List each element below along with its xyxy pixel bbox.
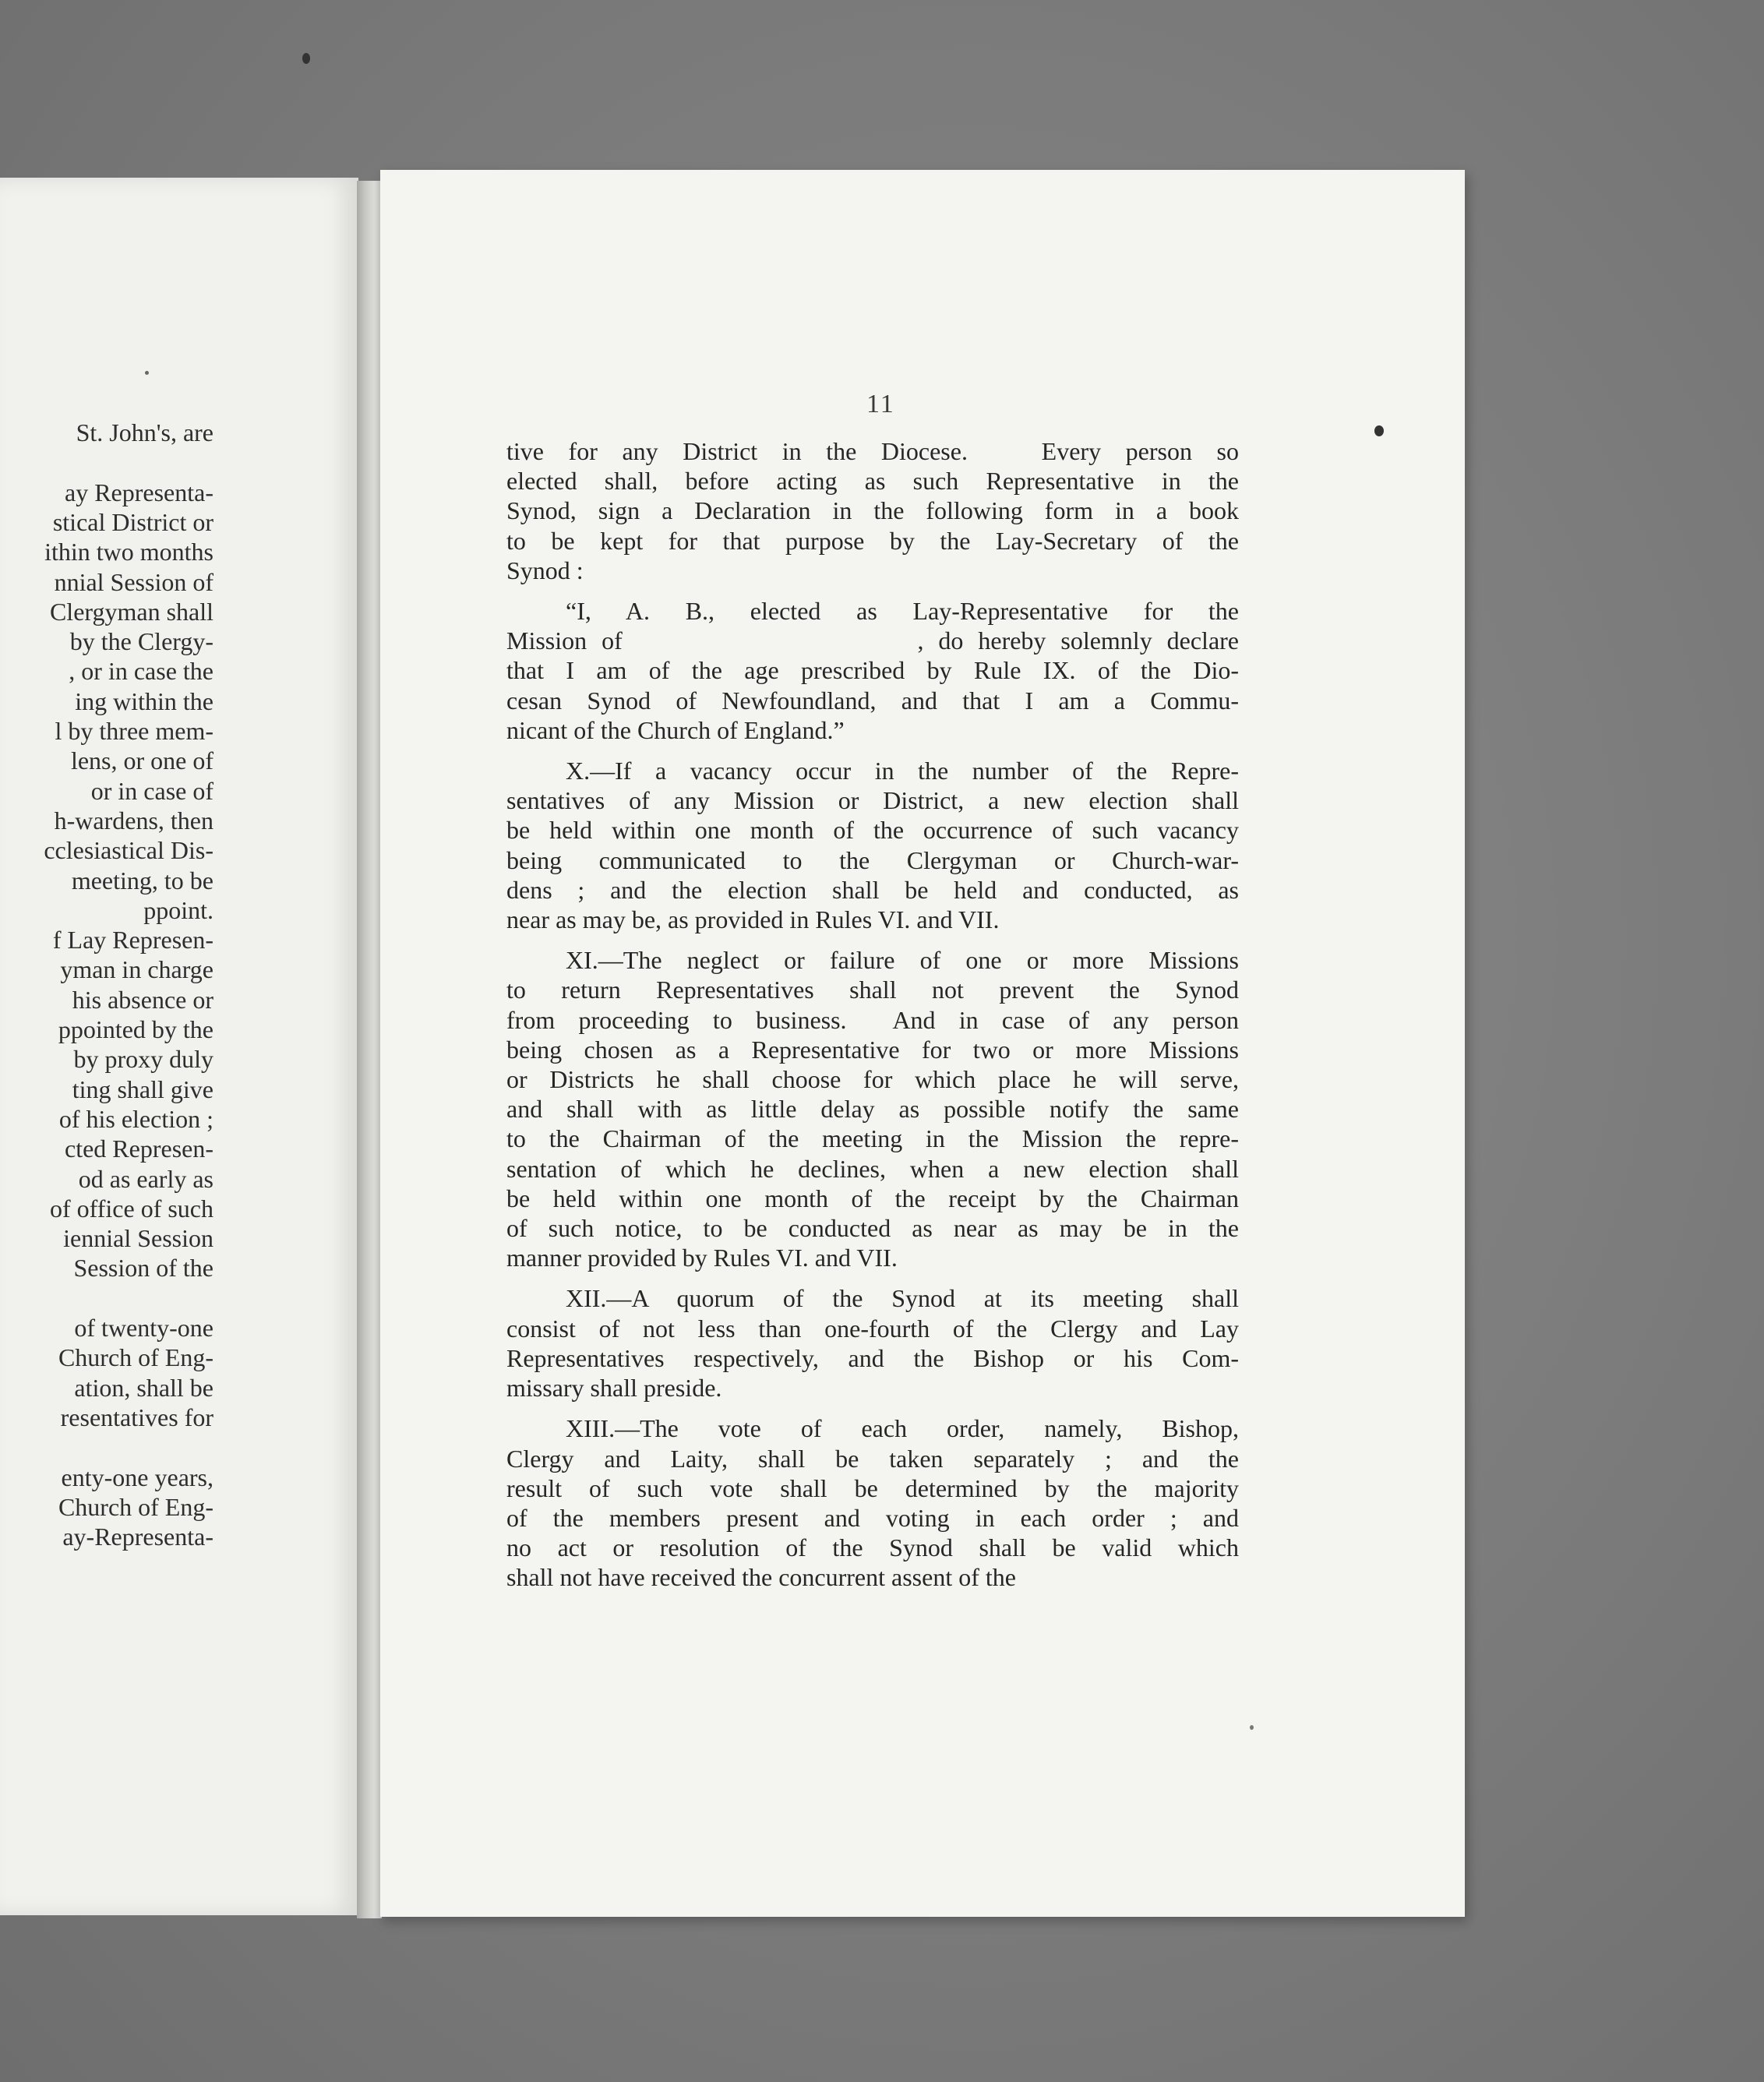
left-page-line: meeting, to be [71, 866, 213, 895]
left-page-line: ppointed by the [58, 1015, 213, 1043]
text-line: and shall with as little delay as possible notify the same [506, 1095, 1239, 1124]
text-line: or Districts he shall choose for which place he will serve, [506, 1065, 1239, 1094]
left-page-line: , or in case the [69, 657, 213, 686]
left-page-line: by the Clergy- [69, 627, 213, 656]
text-line: “I, A. B., elected as Lay-Representative for the [566, 597, 1239, 626]
left-page-line: h-wardens, then [54, 806, 213, 835]
text-line: of the members present and voting in each order ; and [506, 1503, 1239, 1532]
left-page-line: by proxy duly [73, 1045, 213, 1074]
left-page-line: ay-Representa- [62, 1523, 213, 1551]
left-page-line: ay Representa- [64, 478, 213, 506]
text-line: Synod, sign a Declaration in the following form in a book [506, 496, 1239, 525]
text-line: shall not have received the concurrent assent of the [506, 1563, 1016, 1592]
scan-speck [1374, 425, 1384, 436]
text-line: be held within one month of the receipt by the Chairman [506, 1184, 1239, 1212]
left-page-line: lens, or one of [70, 746, 213, 775]
text-line: XI.—The neglect or failure of one or more Missions [566, 946, 1239, 975]
left-page-line: cclesiastical Dis- [44, 836, 213, 865]
text-line: to the Chairman of the meeting in the Mission the repre- [506, 1124, 1239, 1153]
paragraph-p1 [506, 596, 1239, 745]
left-page-line: of office of such [50, 1194, 213, 1223]
text-line: missary shall preside. [506, 1374, 722, 1403]
text-line: tive for any District in the Diocese. Every person so [506, 437, 1239, 465]
text-line: elected shall, before acting as such Representative in the [506, 467, 1239, 496]
text-line: sentation of which he declines, when a new election shall [506, 1154, 1239, 1183]
left-page-line: enty-one years, [61, 1463, 213, 1491]
text-line: being chosen as a Representative for two or more Missions [506, 1035, 1239, 1064]
text-line: near as may be, as provided in Rules VI. and VII. [506, 905, 1000, 934]
text-line: Mission of , do hereby solemnly declare [506, 626, 1239, 655]
left-page-line: ation, shall be [74, 1373, 213, 1402]
left-page-line: Session of the [73, 1254, 213, 1283]
text-line: sentatives of any Mission or District, a new election shall [506, 786, 1239, 815]
text-line: of such notice, to be conducted as near as may be in the [506, 1214, 1239, 1243]
left-page-line: Clergyman shall [49, 597, 213, 626]
left-page-line: cted Represen- [64, 1135, 213, 1163]
left-page-line: f Lay Represen- [52, 926, 213, 955]
left-page-line: od as early as [78, 1164, 213, 1193]
paragraph-p0 [506, 436, 1239, 585]
page-number: 11 [866, 390, 895, 418]
scan-speck [302, 53, 310, 64]
left-page-line: Church of Eng- [58, 1492, 213, 1521]
left-page-line: l by three mem- [55, 717, 213, 745]
left-page-line: stical District or [52, 507, 213, 536]
text-line: result of such vote shall be determined by the majority [506, 1473, 1239, 1502]
left-page-line: ithin two months [44, 538, 213, 566]
text-line: to be kept for that purpose by the Lay-Secretary of the [506, 526, 1239, 555]
text-line: no act or resolution of the Synod shall be valid which [506, 1533, 1239, 1562]
page-gutter [357, 181, 382, 1918]
left-page-line: St. John's, are [76, 418, 213, 446]
text-line: Synod : [506, 556, 584, 584]
left-page-line: ting shall give [72, 1075, 213, 1103]
text-line: cesan Synod of Newfoundland, and that I am a Commu- [506, 686, 1239, 715]
paragraph-p5 [506, 1413, 1239, 1592]
text-line: be held within one month of the occurrence of such vacancy [506, 816, 1239, 845]
text-line: XII.—A quorum of the Synod at its meeting shall [566, 1284, 1239, 1313]
text-line: being communicated to the Clergyman or Church-war- [506, 845, 1239, 874]
text-line: XIII.—The vote of each order, namely, Bishop, [566, 1414, 1239, 1443]
left-page [0, 178, 358, 1915]
text-line: manner provided by Rules VI. and VII. [506, 1244, 898, 1272]
text-line: X.—If a vacancy occur in the number of the Repre- [566, 757, 1239, 785]
paragraph-p2 [506, 756, 1239, 934]
scan-speck [145, 371, 149, 375]
text-line: to return Representatives shall not prevent the Synod [506, 976, 1239, 1004]
left-page-line: ing within the [75, 686, 213, 715]
left-page-line: or in case of [90, 776, 213, 805]
left-page-line: yman in charge [60, 955, 213, 984]
text-line: from proceeding to business. And in case of any person [506, 1005, 1239, 1034]
left-page-line: of twenty-one [74, 1314, 213, 1342]
text-line: Clergy and Laity, shall be taken separately ; and the [506, 1444, 1239, 1473]
left-page-line: iennial Session [63, 1224, 213, 1253]
text-line: consist of not less than one-fourth of the Clergy and Lay [506, 1314, 1239, 1343]
text-line: Representatives respectively, and the Bishop or his Com- [506, 1343, 1239, 1372]
left-page-line: resentatives for [60, 1403, 213, 1431]
left-page-line: Church of Eng- [58, 1343, 213, 1372]
text-line: dens ; and the election shall be held and conducted, as [506, 875, 1239, 904]
text-line: that I am of the age prescribed by Rule IX. of the Dio- [506, 656, 1239, 685]
left-page-line: ppoint. [143, 895, 213, 924]
left-page-line: of his election ; [58, 1104, 213, 1133]
left-page-line: nnial Session of [54, 567, 213, 596]
paragraph-p4 [506, 1283, 1239, 1403]
left-page-line: his absence or [72, 985, 213, 1014]
paragraph-p3 [506, 945, 1239, 1272]
scan-speck [1250, 1725, 1254, 1730]
page-body-text [506, 436, 1239, 1604]
text-line: nicant of the Church of England.” [506, 715, 845, 744]
